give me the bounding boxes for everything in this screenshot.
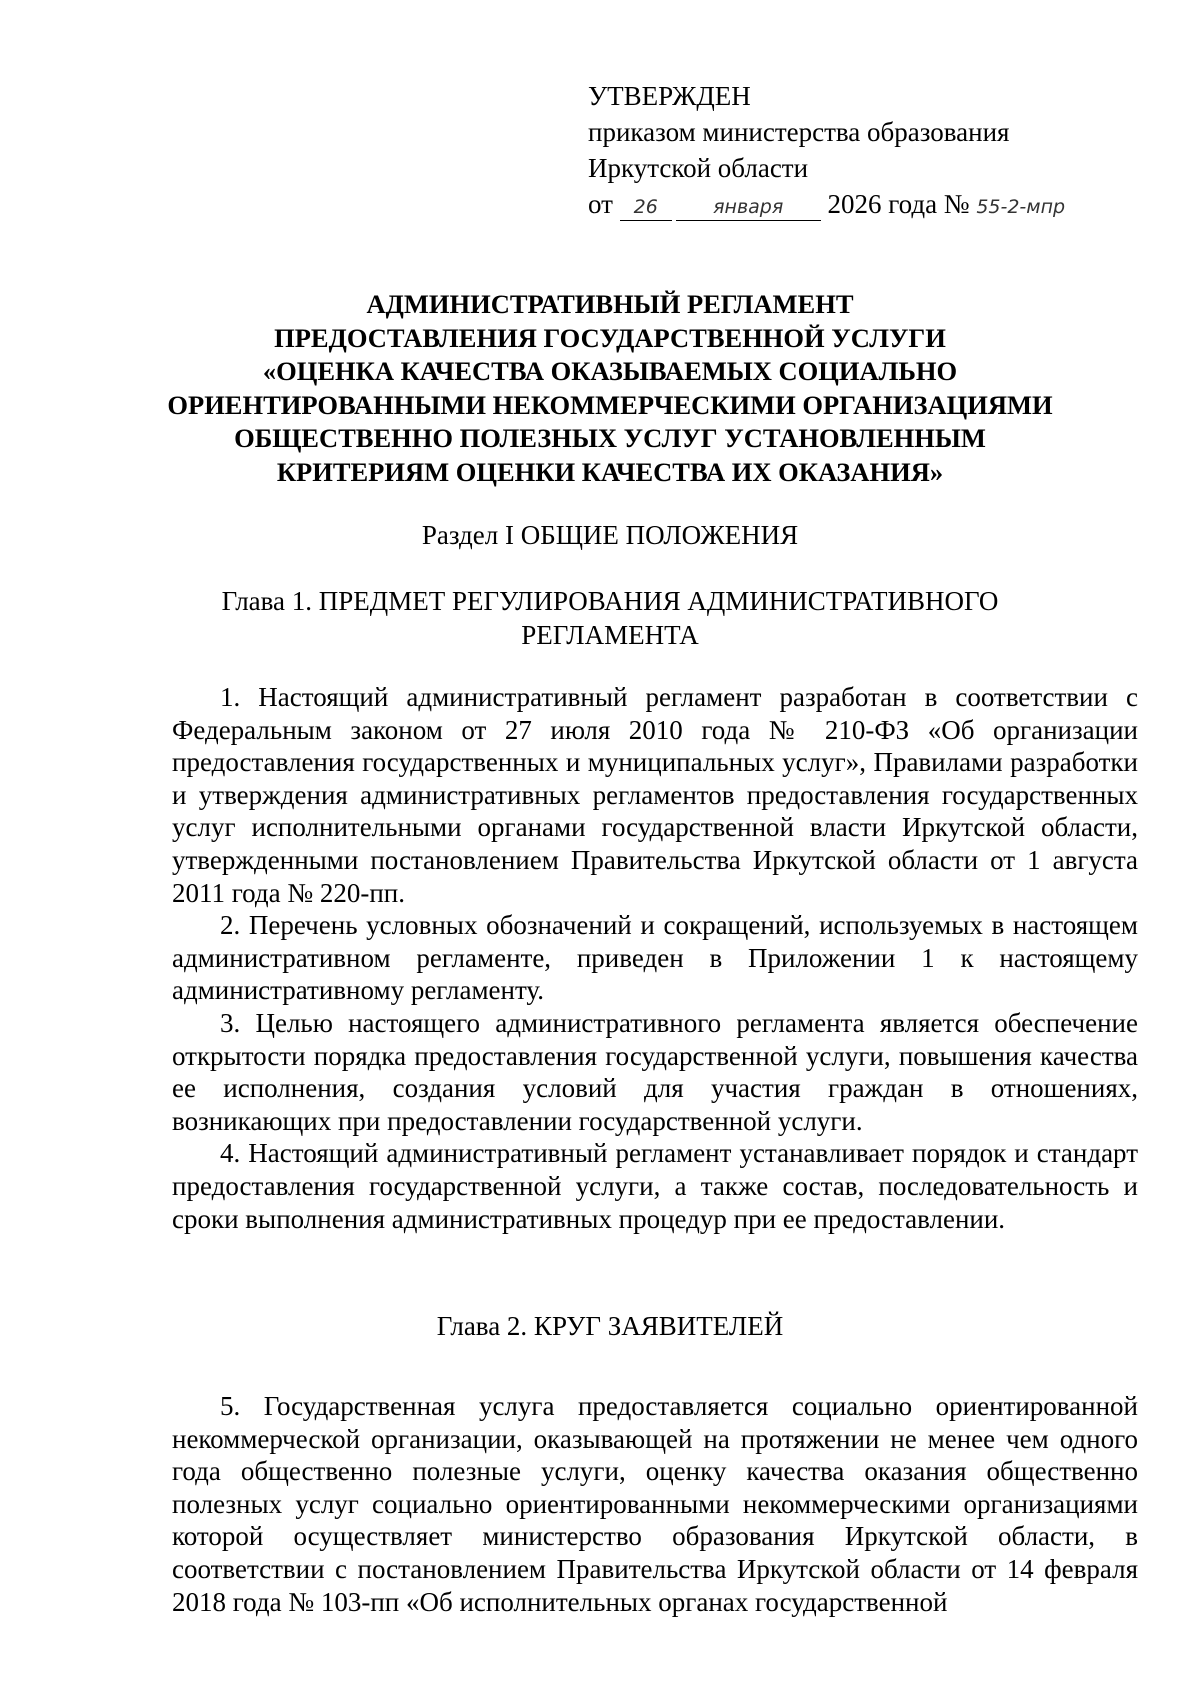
- regulation-title: [150, 288, 1070, 489]
- approval-stamp-block: [588, 78, 1094, 222]
- handwritten-day: 26: [620, 194, 672, 221]
- paragraph: 4. Настоящий административный регламент устанавливает порядок и стандарт предоставления государственной услуги, а также состав, последовательность и сроки выполнения административных процедур при ее предоставлении.: [172, 1138, 1138, 1234]
- approval-heading: УТВЕРЖДЕН: [588, 81, 751, 111]
- section-heading: Раздел I ОБЩИЕ ПОЛОЖЕНИЯ: [421, 520, 799, 550]
- title-line: ОРИЕНТИРОВАННЫМИ НЕКОММЕРЧЕСКИМИ ОРГАНИЗАЦИЯМИ: [167, 389, 1053, 420]
- approval-order-line: приказом министерства образования: [588, 117, 1010, 147]
- approval-date-line: [588, 186, 1094, 222]
- chapter-1-body: [172, 681, 1138, 1235]
- paragraph: 3. Целью настоящего административного регламента является обеспечение открытости порядка предоставления государственной услуги, повышения качества ее исполнения, создания условий для участия граждан в отношениях, возникающих при предоставлении государственной услуги.: [172, 1007, 1138, 1136]
- chapter-1-heading: [150, 584, 1070, 652]
- paragraph: 2. Перечень условных обозначений и сокращений, используемых в настоящем административном регламенте, приведен в Приложении 1 к настоящему административному регламенту.: [172, 910, 1138, 1006]
- date-year: 2026 года №: [827, 189, 970, 219]
- chapter-1-line: РЕГЛАМЕНТА: [521, 620, 699, 650]
- approval-region-line: Иркутской области: [588, 153, 809, 183]
- chapter-2-body: [172, 1390, 1138, 1618]
- date-prefix: от: [588, 189, 613, 219]
- handwritten-order-number: 55-2-мпр: [976, 196, 1066, 218]
- chapter-2-heading: Глава 2. КРУГ ЗАЯВИТЕЛЕЙ: [436, 1311, 784, 1341]
- title-line: КРИТЕРИЯМ ОЦЕНКИ КАЧЕСТВА ИХ ОКАЗАНИЯ»: [276, 456, 944, 487]
- paragraph: 5. Государственная услуга предоставляется социально ориентированной некоммерческой организации, оказывающей на протяжении не менее чем одного года общественно полезные услуги, оценку качества оказания общественно полезных услуг социально ориентированными некоммерческими организациями которой осуществляет министерство образования Иркутской области, в соответствии с постановлением Правительства Иркутской области от 14 февраля 2018 года № 103-пп «Об исполнительных органах государственной: [172, 1391, 1138, 1617]
- title-line: ПРЕДОСТАВЛЕНИЯ ГОСУДАРСТВЕННОЙ УСЛУГИ: [274, 322, 946, 353]
- paragraph: 1. Настоящий административный регламент разработан в соответствии с Федеральным законом от 27 июля 2010 года № 210-ФЗ «Об организации предоставления государственных и муниципальных услуг», Правилами разработки и утверждения административных регламентов предоставления государственных услуг исполнительными органами государственной власти Иркутской области, утвержденными постановлением Правительства Иркутской области от 1 августа 2011 года № 220-пп.: [172, 682, 1138, 908]
- chapter-1-line: Глава 1. ПРЕДМЕТ РЕГУЛИРОВАНИЯ АДМИНИСТРАТИВНОГО: [221, 586, 999, 616]
- handwritten-month: января: [676, 194, 821, 221]
- title-line: ОБЩЕСТВЕННО ПОЛЕЗНЫХ УСЛУГ УСТАНОВЛЕННЫМ: [234, 423, 986, 453]
- title-line: АДМИНИСТРАТИВНЫЙ РЕГЛАМЕНТ: [366, 289, 854, 319]
- title-line: «ОЦЕНКА КАЧЕСТВА ОКАЗЫВАЕМЫХ СОЦИАЛЬНО: [262, 356, 958, 386]
